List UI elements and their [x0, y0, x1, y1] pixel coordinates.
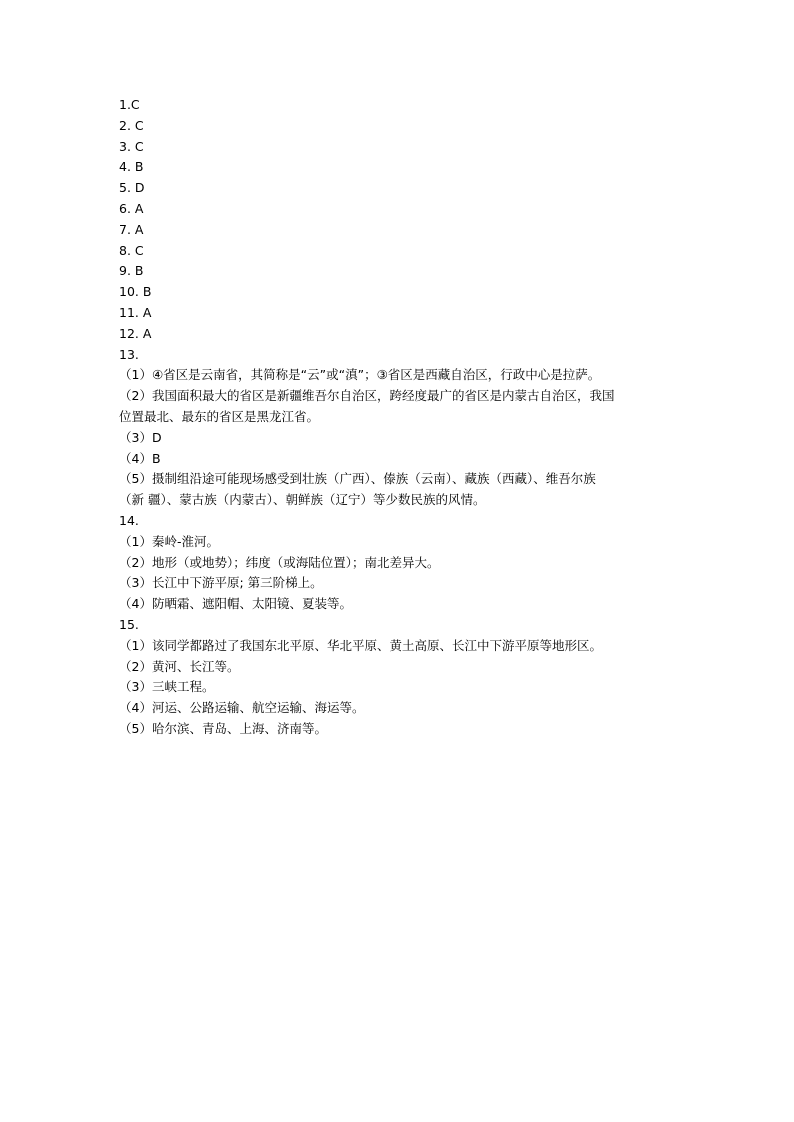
answer-10: 10. B [119, 284, 152, 300]
question-13-item: （4）B [119, 450, 161, 466]
question-14 [119, 511, 719, 615]
answer-9: 9. B [119, 263, 144, 279]
question-13 [119, 345, 719, 511]
answer-5: 5. D [119, 180, 145, 196]
question-15-item: （5）哈尔滨、青岛、上海、济南等。 [119, 720, 327, 736]
question-15-item: （3）三峡工程。 [119, 679, 215, 695]
answer-3: 3. C [119, 138, 144, 154]
question-14-item: （4）防晒霜、遮阳帽、太阳镜、夏装等。 [119, 596, 352, 612]
multiple-choice-answers [119, 95, 719, 345]
answer-11: 11. A [119, 304, 152, 320]
question-15-item: （4）河运、公路运输、航空运输、海运等。 [119, 700, 365, 716]
question-13-item: （3）D [119, 429, 162, 445]
question-15 [119, 615, 719, 740]
answer-1: 1.C [119, 97, 140, 112]
question-15-item: （1）该同学都路过了我国东北平原、华北平原、黄土高原、长江中下游平原等地形区。 [119, 637, 602, 653]
question-15-item: （2）黄河、长江等。 [119, 658, 240, 674]
question-13-item: （5）摄制组沿途可能现场感受到壮族（广西）、傣族（云南）、藏族（西藏）、维吾尔族 [119, 471, 596, 487]
question-14-item: （1）秦岭-淮河。 [119, 533, 219, 549]
answer-6: 6. A [119, 200, 144, 216]
answer-key [119, 95, 719, 740]
question-13-number: 13. [119, 346, 139, 362]
question-14-item: （3）长江中下游平原; 第三阶梯上。 [119, 575, 323, 591]
question-13-item: 位置最北、最东的省区是黑龙江省。 [119, 408, 320, 424]
answer-8: 8. C [119, 242, 144, 258]
answer-2: 2. C [119, 117, 144, 133]
question-14-number: 14. [119, 512, 139, 528]
answer-12: 12. A [119, 325, 152, 341]
question-14-item: （2）地形（或地势）；纬度（或海陆位置）；南北差异大。 [119, 554, 440, 570]
question-15-number: 15. [119, 616, 139, 632]
question-13-item: （1）④省区是云南省，其简称是“云”或“滇”；③省区是西藏自治区，行政中心是拉萨。 [119, 367, 601, 383]
question-13-item: （2）我国面积最大的省区是新疆维吾尔自治区，跨经度最广的省区是内蒙古自治区，我国 [119, 388, 615, 404]
answer-7: 7. A [119, 221, 144, 237]
answer-4: 4. B [119, 159, 144, 175]
question-13-item: （新 疆）、蒙古族（内蒙古）、朝鲜族（辽宁）等少数民族的风情。 [119, 492, 486, 508]
